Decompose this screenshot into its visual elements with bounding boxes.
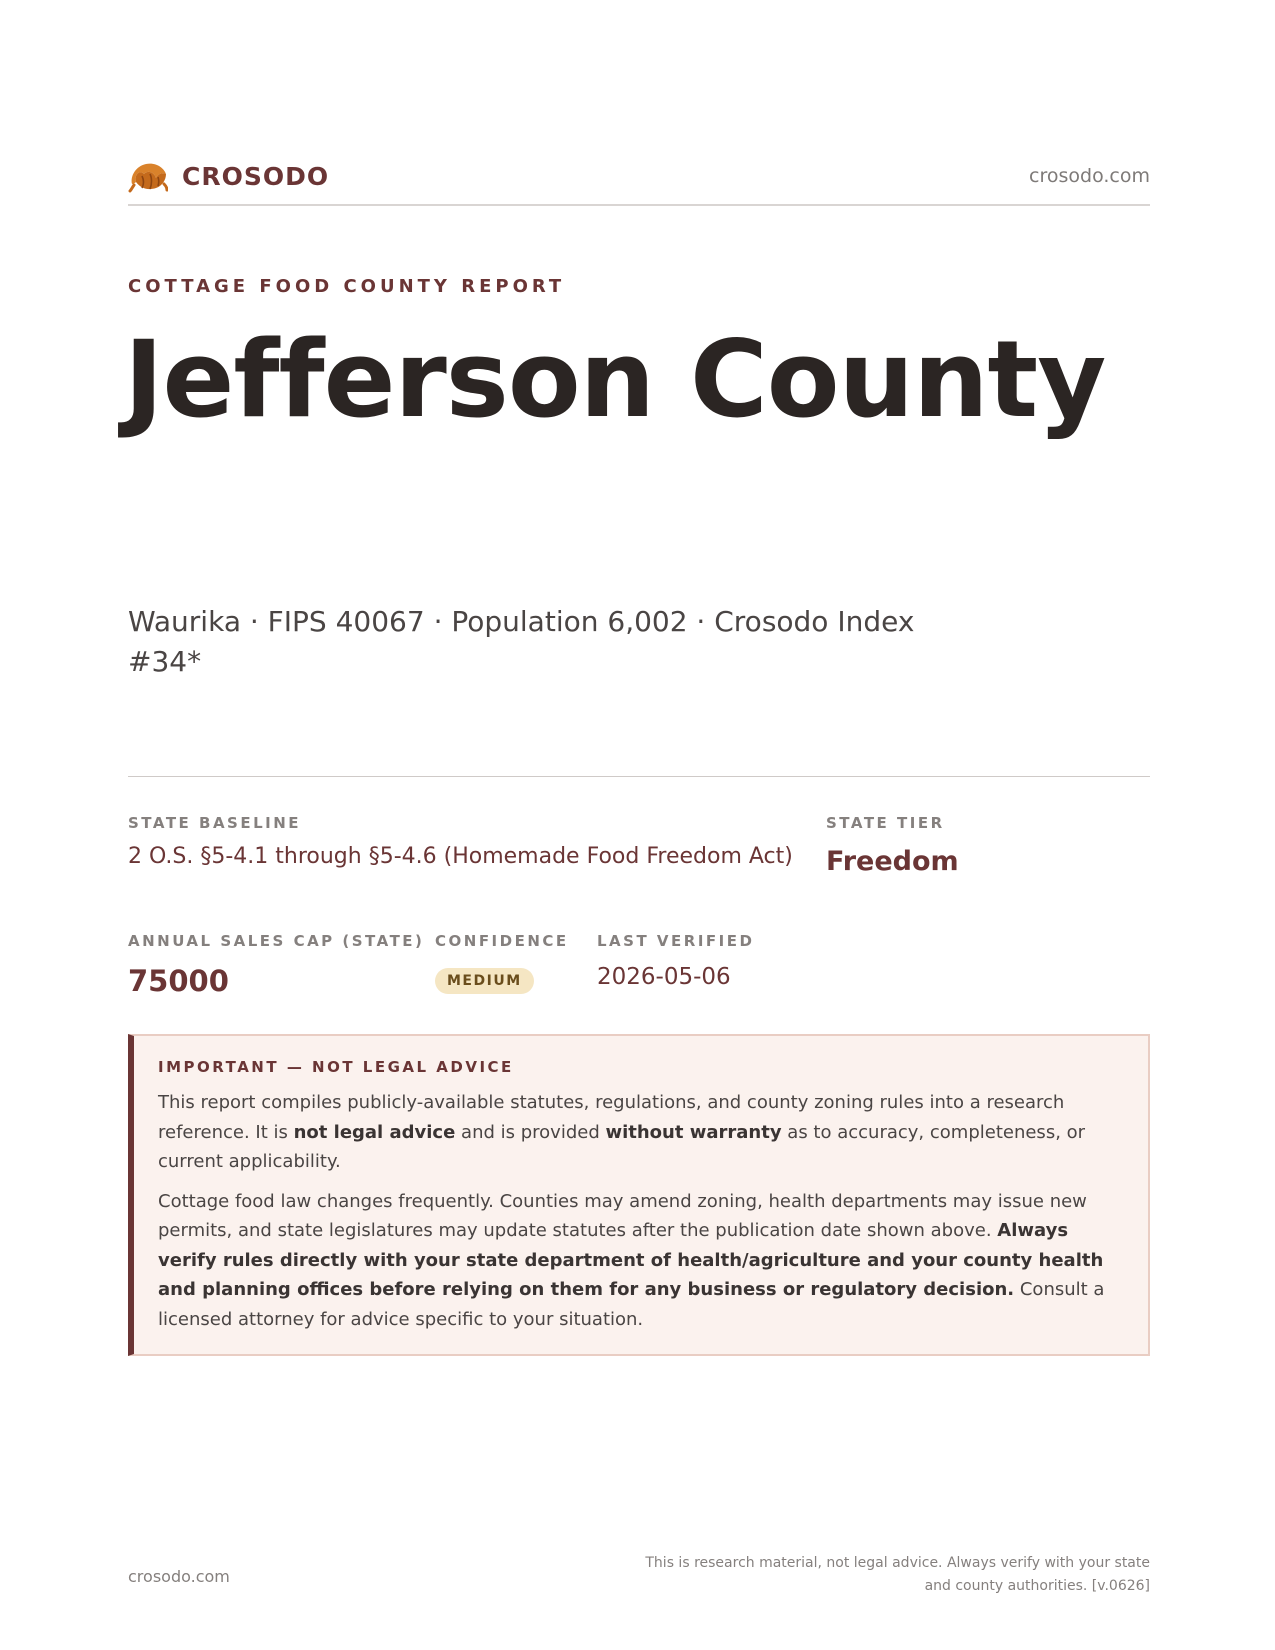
- last-verified-label: LAST VERIFIED: [597, 932, 755, 950]
- legal-notice: [128, 1034, 1150, 1356]
- sales-cap-label: ANNUAL SALES CAP (STATE): [128, 932, 425, 950]
- report-kicker: COTTAGE FOOD COUNTY REPORT: [128, 276, 566, 297]
- divider: [128, 776, 1150, 777]
- last-verified-field: [597, 932, 754, 990]
- notice-text: Consult a licensed attorney for advice specific to your situation.: [158, 1279, 1105, 1330]
- confidence-field: [435, 932, 569, 994]
- notice-heading: IMPORTANT — NOT LEGAL ADVICE: [158, 1058, 514, 1076]
- state-tier-value: Freedom: [826, 846, 959, 877]
- report-page: [124, 0, 1150, 1650]
- brand-name: CROSODO: [182, 161, 330, 191]
- notice-emphasis: without warranty: [605, 1121, 782, 1143]
- county-summary: Waurika · FIPS 40067 · Population 6,002 · Crosodo Index #34*: [128, 605, 915, 678]
- state-baseline-value: 2 O.S. §5-4.1 through §5-4.6 (Homemade Food Freedom Act): [128, 844, 793, 869]
- notice-emphasis: not legal advice: [293, 1121, 456, 1143]
- page-header: [128, 158, 1150, 206]
- footer-site-url[interactable]: crosodo.com: [128, 1567, 230, 1586]
- state-tier-label: STATE TIER: [826, 814, 945, 832]
- sales-cap-value: 75000: [128, 964, 229, 998]
- notice-paragraph-1: [158, 1088, 1122, 1177]
- last-verified-value: 2026-05-06: [597, 964, 731, 990]
- confidence-label: CONFIDENCE: [435, 932, 569, 950]
- notice-text: This report compiles publicly-available statutes, regulations, and county zoning rules into a research reference. It is: [158, 1092, 1065, 1143]
- croissant-icon: [128, 158, 168, 194]
- notice-emphasis: Always verify rules directly with your state department of health/agriculture and your county health and planning offices before relying on them for any business or regulatory decision.: [158, 1220, 1104, 1300]
- state-baseline-field: [128, 814, 793, 869]
- header-site-url[interactable]: crosodo.com: [1029, 165, 1150, 187]
- sales-cap-field: [128, 932, 424, 998]
- state-baseline-label: STATE BASELINE: [128, 814, 302, 832]
- page-title: Jefferson County: [124, 318, 1106, 441]
- notice-text: Cottage food law changes frequently. Counties may amend zoning, health departments may issue new permits, and state legislatures may update statutes after the publication date shown above.: [158, 1190, 1087, 1241]
- notice-text: and is provided: [455, 1121, 606, 1143]
- brand: [128, 158, 329, 194]
- state-tier-field: [826, 814, 959, 877]
- confidence-badge: MEDIUM: [435, 968, 534, 994]
- footer-disclaimer: This is research material, not legal advice. Always verify with your state and county authorities. [v.0626]: [645, 1555, 1150, 1594]
- notice-text: as to accuracy, completeness, or current applicability.: [158, 1121, 1086, 1172]
- notice-paragraph-2: [158, 1187, 1122, 1335]
